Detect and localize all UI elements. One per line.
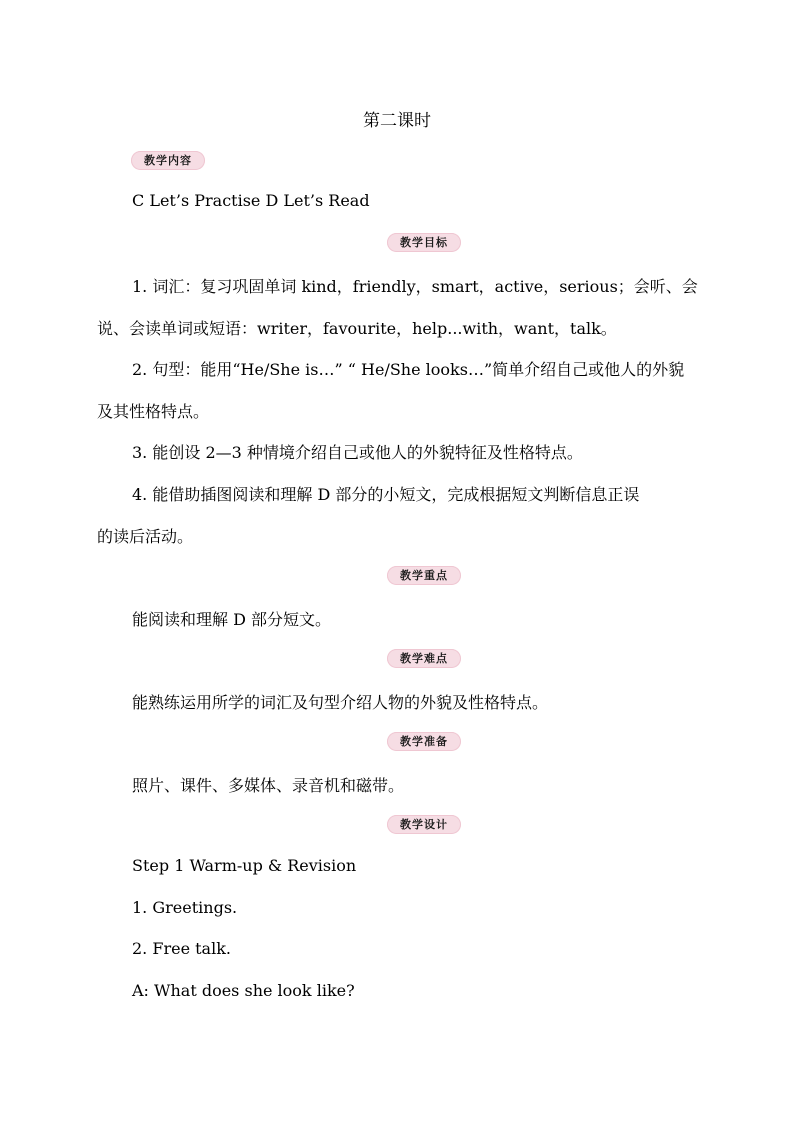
difficult-point-text: 能熟练运用所学的词汇及句型介绍人物的外貌及性格特点。	[132, 693, 549, 712]
section-badge-content: 教学内容	[131, 151, 205, 170]
section-badge-prep: 教学准备	[387, 732, 461, 751]
section-badge-goals: 教学目标	[387, 233, 461, 252]
goal-4-line-1: 4. 能借助插图阅读和理解 D 部分的小短文，完成根据短文判断信息正误	[132, 485, 640, 504]
key-point-text: 能阅读和理解 D 部分短文。	[132, 610, 332, 629]
goal-1-line-1: 1. 词汇：复习巩固单词 kind，friendly，smart，active，serious；会听、会	[132, 277, 698, 296]
lesson-title: 第二课时	[363, 111, 431, 131]
goal-4-line-2: 的读后活动。	[97, 527, 194, 546]
section-badge-difficult: 教学难点	[387, 649, 461, 668]
design-item-1: 1. Greetings.	[132, 898, 238, 917]
content-text: C Let’s Practise D Let’s Read	[132, 191, 370, 210]
step-1-heading: Step 1 Warm-up & Revision	[132, 856, 357, 875]
design-item-2: 2. Free talk.	[132, 939, 231, 958]
section-badge-key: 教学重点	[387, 566, 461, 585]
goal-2-line-1: 2. 句型：能用“He/She is…” “ He/She looks…”简单介绍自己或他人的外貌	[132, 360, 685, 379]
goal-1-line-2: 说、会读单词或短语：writer，favourite，help...with，want，talk。	[97, 319, 617, 338]
dialog-line-a: A: What does she look like?	[132, 981, 355, 1000]
goal-3: 3. 能创设 2—3 种情境介绍自己或他人的外貌特征及性格特点。	[132, 443, 583, 462]
section-badge-design: 教学设计	[387, 815, 461, 834]
goal-2-line-2: 及其性格特点。	[97, 402, 210, 421]
preparation-text: 照片、课件、多媒体、录音机和磁带。	[132, 776, 405, 795]
